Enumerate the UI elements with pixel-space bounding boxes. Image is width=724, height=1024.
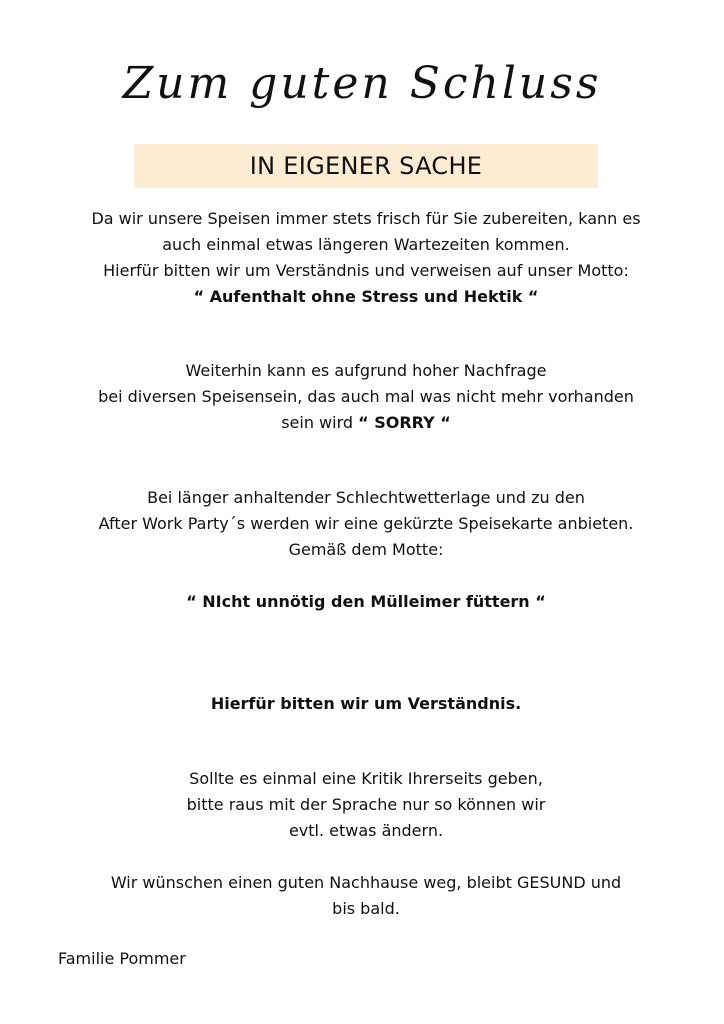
- motto-text: “ NIcht unnötig den Mülleimer füttern “: [186, 592, 546, 611]
- text-line: Da wir unsere Speisen immer stets frisch für Sie zubereiten, kann es: [91, 209, 641, 228]
- script-title-text: Zum guten Schluss: [122, 58, 602, 109]
- text-line: evtl. etwas ändern.: [288, 821, 444, 840]
- paragraph-waiting-times: [40, 206, 692, 310]
- banner-title: IN EIGENER SACHE: [249, 152, 483, 180]
- paragraph-feedback: [40, 766, 692, 844]
- section-banner: [134, 144, 598, 188]
- script-title: [0, 40, 724, 130]
- text-line: Hierfür bitten wir um Verständnis.: [210, 694, 522, 713]
- text-line: Weiterhin kann es aufgrund hoher Nachfrage: [185, 361, 547, 380]
- text-line: [40, 410, 692, 436]
- text-line: Gemäß dem Motte:: [288, 540, 444, 559]
- text-line: bei diversen Speisensein, das auch mal was nicht mehr vorhanden: [98, 387, 634, 406]
- motto-text: “ Aufenthalt ohne Stress und Hektik “: [193, 287, 539, 306]
- paragraph-understanding: [40, 691, 692, 717]
- text-line: Wir wünschen einen guten Nachhause weg, bleibt GESUND und: [110, 873, 622, 892]
- paragraph-reduced-menu: [40, 485, 692, 563]
- paragraph-motto-waste: [40, 589, 692, 615]
- text-fragment: sein wird: [281, 413, 359, 432]
- text-line: bitte raus mit der Sprache nur so können wir: [186, 795, 546, 814]
- text-line: After Work Party´s werden wir eine gekürzte Speisekarte anbieten.: [98, 514, 634, 533]
- text-line: Bei länger anhaltender Schlechtwetterlage und zu den: [147, 488, 585, 507]
- text-line: auch einmal etwas längeren Wartezeiten kommen.: [162, 235, 570, 254]
- script-title-graphic: [102, 40, 622, 130]
- sorry-text: “ SORRY “: [358, 413, 451, 432]
- text-line: Sollte es einmal eine Kritik Ihrerseits geben,: [189, 769, 543, 788]
- paragraph-farewell: [40, 870, 692, 922]
- paragraph-availability: [40, 358, 692, 436]
- signature: Familie Pommer: [58, 949, 186, 968]
- text-line: bis bald.: [332, 899, 400, 918]
- text-line: Hierfür bitten wir um Verständnis und verweisen auf unser Motto:: [103, 261, 629, 280]
